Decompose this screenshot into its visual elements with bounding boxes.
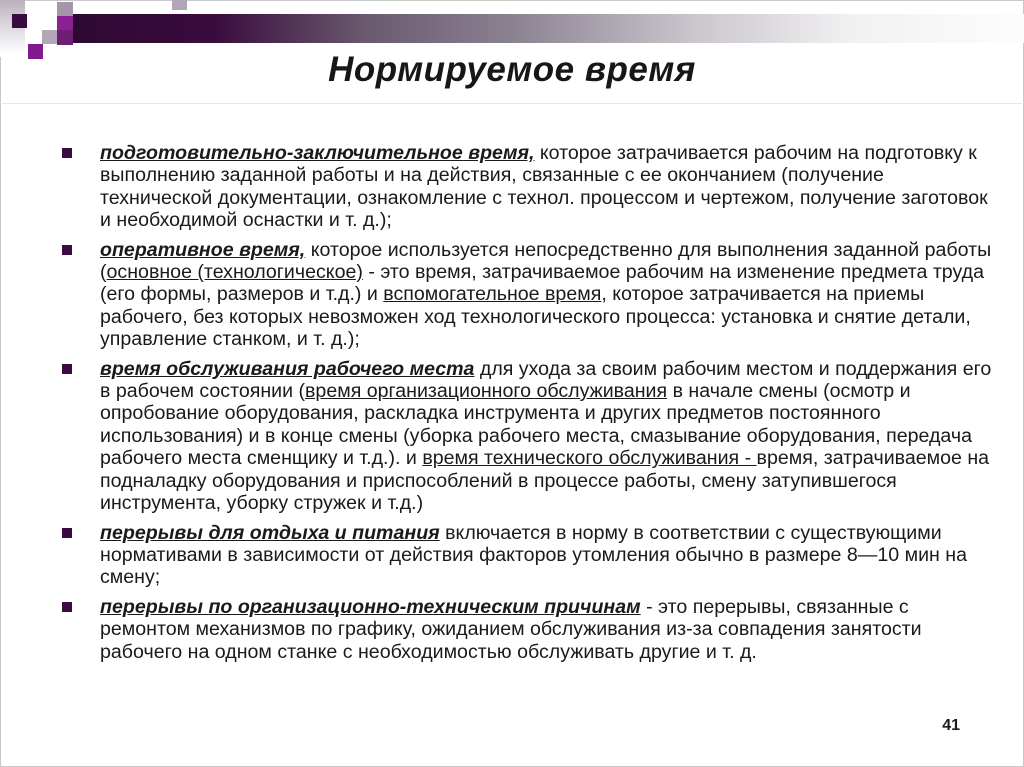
bullet-text [100, 522, 992, 589]
text-run: оперативное время, [100, 238, 306, 261]
deco-square-light-top-icon [57, 2, 73, 16]
bullet-square-icon [62, 602, 72, 612]
text-run: подготовительно-заключительное время, [100, 142, 535, 164]
text-run: перерывы по организационно-техническим причинам [100, 595, 641, 618]
bullet-square-icon [62, 364, 72, 374]
page-number: 41 [942, 717, 960, 734]
bullet-text [100, 358, 992, 515]
deco-square-bright-icon [57, 16, 73, 30]
text-run: для ухода за своим рабочим местом и поддержания его в рабочем состоянии ( [100, 357, 992, 403]
text-run: которое используется непосредственно для выполнения заданной работы ( [100, 238, 992, 284]
text-run: - это перерывы, связанные с ремонтом механизмов по графику, ожиданием обслуживания из-за совпадения занятости рабочего на одном станке с необходимостью обслуживать другие и т. д. [100, 595, 922, 663]
text-run: в начале смены (осмотр и опробование оборудования, раскладка инструмента и других предметов постоянного использования) и в конце смены (уборка рабочего места, смазывание оборудования, передача рабочего места сменщику и т.д.). и [100, 380, 973, 470]
bullet-text [100, 596, 992, 663]
bullet-item [62, 596, 992, 663]
bullet-text [100, 142, 992, 232]
text-run: время обслуживания рабочего места [100, 357, 475, 380]
text-run: , которое затрачивается на приемы рабочего, без которых невозможен ход технологического процесса: установка и снятие детали, управление станком, и т. д.); [100, 283, 971, 351]
deco-square-tiny-top-icon [172, 0, 187, 10]
bullet-text [100, 239, 992, 351]
bullet-list [62, 142, 992, 670]
bullet-square-icon [62, 245, 72, 255]
bullet-item [62, 358, 992, 515]
text-run: - это время, затрачиваемое рабочим на изменение предмета труда (его формы, размеров и т.д.) и [100, 261, 984, 306]
title-divider [2, 103, 1022, 104]
deco-square-medium-icon [57, 30, 73, 45]
text-run: которое затрачивается рабочим на подготовку к выполнению заданной работы и на действия, связанные с ее окончанием (получение технической документации, ознакомление с технол. процессом и чертежом, получение заготовок и необходимой оснастки и т. д.); [100, 142, 988, 232]
deco-square-dark-icon [12, 14, 27, 28]
bullet-item [62, 522, 992, 589]
bullet-square-icon [62, 148, 72, 158]
text-run: время, затрачиваемое на подналадку оборудования и приспособлений в процессе работы, смену затупившегося инструмента, уборку стружек и т.д.) [100, 447, 990, 515]
deco-square-light-mid-icon [42, 30, 57, 44]
text-run: перерывы для отдыха и питания [100, 521, 440, 544]
bullet-square-icon [62, 528, 72, 538]
text-run: основное (технологическое) [106, 261, 363, 284]
deco-top-bar [72, 14, 1024, 43]
deco-gradient-strip [0, 0, 25, 57]
slide-title: Нормируемое время [328, 50, 696, 89]
text-run: время технического обслуживания - [422, 447, 757, 470]
bullet-item [62, 142, 992, 232]
text-run: включается в норму в соответствии с существующими нормативами в зависимости от действия факторов утомления обычно в размере 8—10 мин на смену; [100, 521, 968, 589]
text-run: время организационного обслуживания [305, 380, 668, 403]
bullet-item [62, 239, 992, 351]
text-run: вспомогательное время [383, 283, 602, 306]
